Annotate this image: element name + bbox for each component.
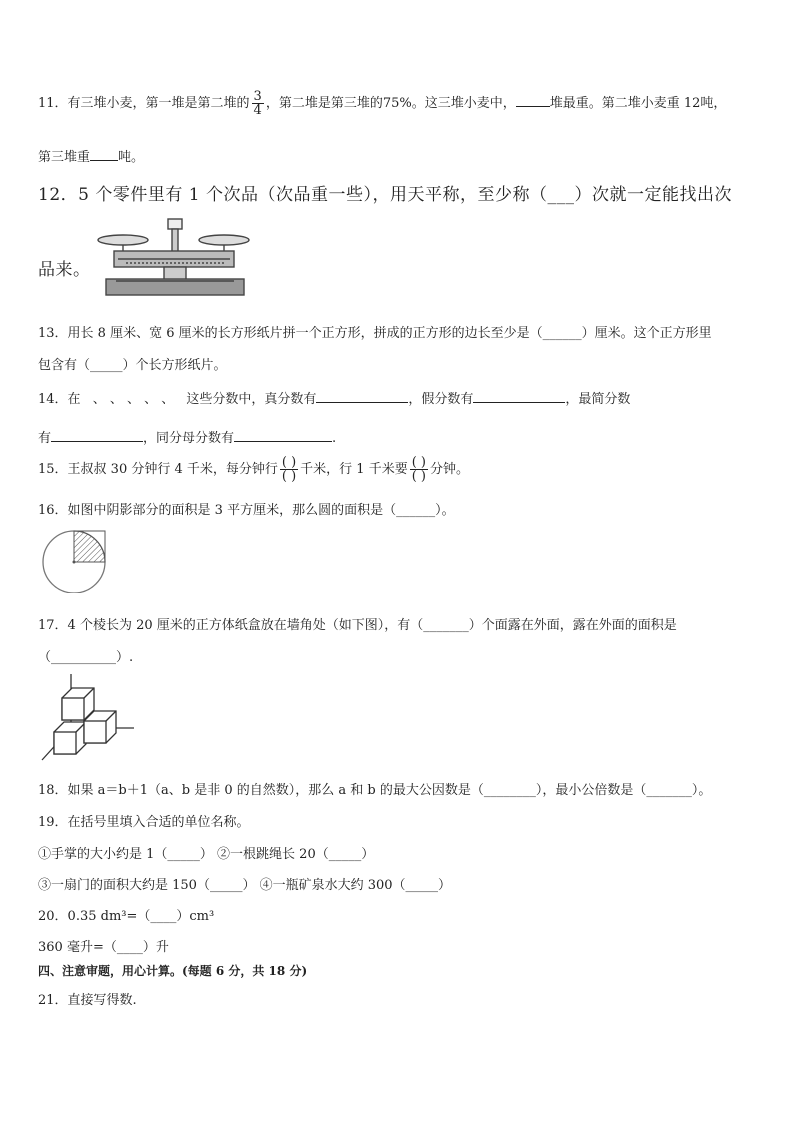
q14-fraction-list: 、 、 、 、 、	[92, 392, 175, 407]
balance-scale-image	[96, 215, 254, 303]
fraction-denominator: ( )	[281, 469, 297, 484]
q14-blank-3[interactable]	[51, 429, 143, 442]
q14-text-f: ，同分母分数有	[143, 431, 235, 446]
q19-title: 19．在括号里填入合适的单位名称。	[38, 815, 250, 830]
q12-line1: 12．5 个零件里有 1 个次品（次品重一些），用天平称，至少称（___）次就一定能找出次	[38, 185, 732, 205]
fraction-numerator: ( )	[411, 455, 426, 470]
q11-blank-1[interactable]	[516, 94, 550, 107]
q15-text-b: 千米，行 1 千米要	[300, 462, 408, 477]
q14-blank-1[interactable]	[316, 390, 408, 403]
q20-line1: 20．0.35 dm³=（____）cm³	[38, 909, 215, 924]
section-4-heading: 四、注意审题，用心计算。(每题 6 分，共 18 分)	[38, 964, 308, 978]
q14-blank-2[interactable]	[473, 390, 565, 403]
q11-text-c: 堆最重。第二堆小麦重 12吨，	[549, 96, 727, 111]
q11-line1	[38, 90, 726, 117]
q11-fraction	[252, 90, 264, 117]
q11-text-a: 11．有三堆小麦，第一堆是第二堆的	[38, 96, 250, 111]
q16-line: 16．如图中阴影部分的面积是 3 平方厘米，那么圆的面积是（______）。	[38, 503, 455, 518]
q15-text-c: 分钟。	[430, 462, 470, 477]
q14-text-d: ，最简分数	[565, 392, 631, 407]
q15-line	[38, 456, 469, 483]
q14-line2	[38, 427, 336, 446]
q11-line2	[38, 146, 144, 165]
q11-blank-2[interactable]	[90, 148, 118, 161]
q11-text-d: 第三堆重	[38, 150, 91, 165]
q21-line: 21．直接写得数.	[38, 993, 137, 1008]
q14-text-b: 这些分数中，真分数有	[186, 392, 317, 407]
q13-line1: 13．用长 8 厘米、宽 6 厘米的长方形纸片拼一个正方形，拼成的正方形的边长至少是（______）厘米。这个正方形里	[38, 326, 712, 341]
q11-text-e: 吨。	[118, 150, 145, 165]
q20-line2: 360 毫升=（____）升	[38, 940, 169, 955]
q13-line2: 包含有（_____）个长方形纸片。	[38, 358, 227, 373]
q11-text-b: ，第二堆是第三堆的75%。这三堆小麦中，	[265, 96, 516, 111]
circle-shaded-icon	[43, 531, 105, 593]
cubes-corner-icon	[42, 674, 134, 760]
q15-fraction-2[interactable]	[410, 456, 428, 483]
q14-blank-4[interactable]	[234, 429, 332, 442]
fraction-numerator: ( )	[281, 455, 297, 470]
fraction-numerator: 3	[253, 89, 262, 104]
q17-line1: 17．4 个棱长为 20 厘米的正方体纸盒放在墙角处（如下图），有（_______）个面露在外面，露在外面的面积是	[38, 618, 677, 633]
q14-text-c: ，假分数有	[408, 392, 474, 407]
q19-row2: ③一扇门的面积大约是 150（_____） ④一瓶矿泉水大约 300（_____）	[38, 878, 452, 893]
q17-line2: （__________）.	[38, 650, 134, 665]
fraction-denominator: 4	[253, 103, 262, 118]
fraction-denominator: ( )	[411, 469, 426, 484]
q14-text-g: .	[332, 431, 337, 446]
q14-text-a: 14．在	[38, 392, 81, 407]
cubes-figure	[38, 672, 138, 764]
q18-line: 18．如果 a＝b＋1（a、b 是非 0 的自然数），那么 a 和 b 的最大公因数是（________），最小公倍数是（_______）。	[38, 783, 712, 798]
circle-figure	[38, 527, 112, 593]
q12-line2: 品来。	[38, 260, 91, 280]
q15-fraction-1[interactable]	[280, 456, 298, 483]
balance-scale-icon	[98, 219, 249, 295]
q15-text-a: 15．王叔叔 30 分钟行 4 千米，每分钟行	[38, 462, 278, 477]
q14-text-e: 有	[38, 431, 52, 446]
q19-row1: ①手掌的大小约是 1（_____） ②一根跳绳长 20（_____）	[38, 847, 375, 862]
q14-line1	[38, 388, 630, 407]
